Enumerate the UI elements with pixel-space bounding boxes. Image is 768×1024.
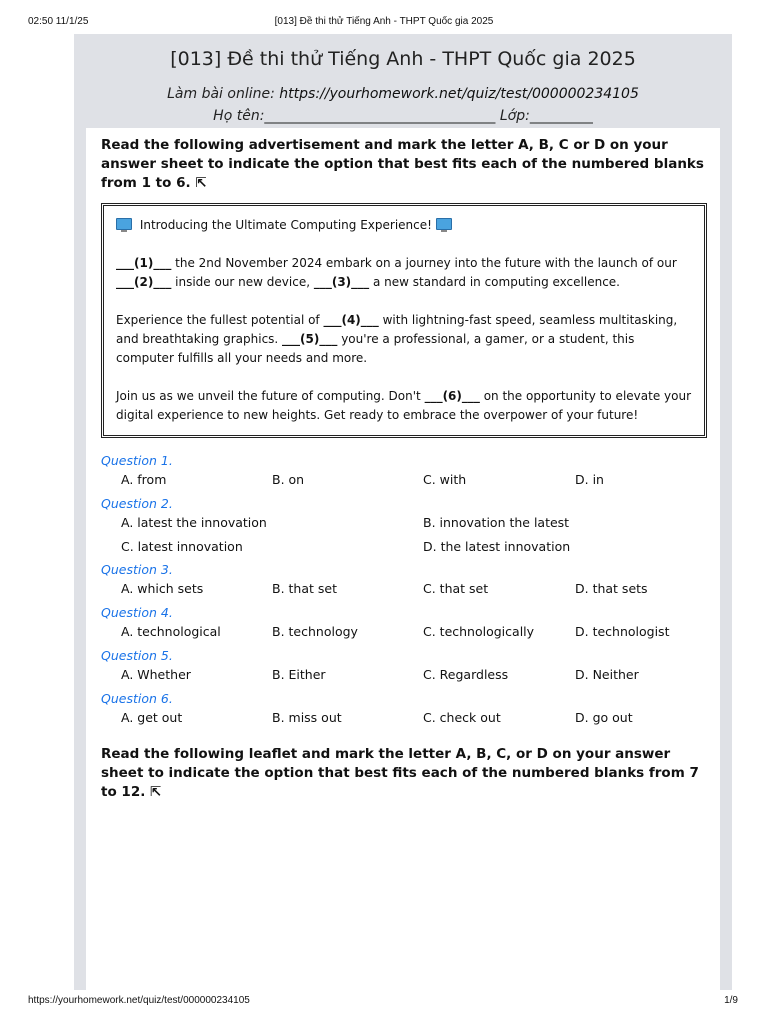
option-b[interactable]: B. Either	[272, 667, 326, 682]
question-6	[101, 689, 711, 732]
option-b[interactable]: B. miss out	[272, 710, 342, 725]
text: the 2nd November 2024 embark on a journey into the future with the launch of our	[171, 256, 677, 270]
text: inside our new device,	[171, 275, 314, 289]
section1-instruction: Read the following advertisement and mark the letter A, B, C or D on your answer sheet to indicate the option that best fits each of the numbered blanks from 1 to 6. ⇱	[101, 137, 704, 191]
option-c[interactable]: C. latest innovation	[121, 539, 243, 554]
blank-3: ___(3)___	[313, 275, 370, 289]
blank-6: ___(6)___	[424, 389, 480, 403]
option-c[interactable]: C. that set	[423, 581, 489, 596]
question-1	[101, 451, 711, 494]
name-class-line: Họ tên:_________________________________ Lớp:_________	[213, 108, 593, 124]
option-b[interactable]: B. innovation the latest	[423, 515, 570, 530]
option-b[interactable]: B. technology	[272, 624, 358, 639]
option-c[interactable]: C. technologically	[423, 624, 535, 639]
option-d[interactable]: D. go out	[575, 710, 633, 725]
option-d[interactable]: D. technologist	[575, 624, 670, 639]
computer-icon	[116, 218, 132, 230]
print-page-title: [013] Đề thi thử Tiếng Anh - THPT Quốc gia 2025	[274, 16, 494, 27]
advertisement-box	[101, 203, 707, 438]
page-title: [013] Đề thi thử Tiếng Anh - THPT Quốc gia 2025	[170, 48, 636, 70]
text: a new standard in computing excellence.	[369, 275, 620, 289]
option-a[interactable]: A. Whether	[121, 667, 191, 682]
option-c[interactable]: C. check out	[423, 710, 501, 725]
passage-paragraph-1	[116, 254, 692, 292]
option-d[interactable]: D. in	[575, 472, 604, 487]
option-a[interactable]: A. which sets	[121, 581, 204, 596]
print-page-number: 1/9	[724, 995, 738, 1006]
option-d[interactable]: D. that sets	[575, 581, 648, 596]
option-a[interactable]: A. get out	[121, 710, 183, 725]
section2-instruction: Read the following leaflet and mark the letter A, B, C, or D on your answer sheet to indicate the option that best fits each of the numbered blanks from 7 to 12. ⇱	[101, 746, 699, 800]
text: on the opportunity to elevate your digital experience to new heights. Get ready to embrace the overpower of your future!	[116, 389, 691, 422]
question-3	[101, 560, 711, 603]
blank-4: ___(4)___	[323, 313, 379, 327]
option-b[interactable]: B. that set	[272, 581, 337, 596]
question-label: Question 5.	[101, 648, 173, 663]
blank-1: ___(1)___	[116, 256, 172, 270]
text: you're a professional, a gamer, or a student, this computer fulfills all your needs and more.	[116, 332, 635, 365]
question-4	[101, 603, 711, 646]
online-link-line	[74, 86, 732, 102]
option-c[interactable]: C. Regardless	[423, 667, 509, 682]
question-label: Question 2.	[101, 496, 173, 511]
blank-2: ___(2)___	[116, 275, 172, 289]
print-url: https://yourhomework.net/quiz/test/000000234105	[28, 995, 250, 1006]
online-label: Làm bài online:	[167, 86, 280, 102]
blank-5: ___(5)___	[282, 332, 338, 346]
print-datetime: 02:50 11/1/25	[28, 16, 89, 27]
option-a[interactable]: A. latest the innovation	[121, 515, 267, 530]
option-d[interactable]: D. Neither	[575, 667, 639, 682]
question-5	[101, 646, 711, 689]
option-a[interactable]: A. from	[121, 472, 167, 487]
question-label: Question 1.	[101, 453, 173, 468]
question-label: Question 3.	[101, 562, 173, 577]
option-a[interactable]: A. technological	[121, 624, 221, 639]
passage-heading	[116, 216, 692, 235]
text: Experience the fullest potential of	[116, 313, 324, 327]
option-b[interactable]: B. on	[272, 472, 305, 487]
question-2	[101, 494, 711, 561]
passage-paragraph-3	[116, 387, 692, 425]
document-frame	[74, 34, 732, 990]
text: with lightning-fast speed, seamless multitasking, and breathtaking graphics.	[116, 313, 678, 346]
text: Join us as we unveil the future of computing. Don't	[116, 389, 425, 403]
question-label: Question 4.	[101, 605, 173, 620]
online-url-link[interactable]: https://yourhomework.net/quiz/test/000000234105	[279, 86, 639, 102]
option-d[interactable]: D. the latest innovation	[423, 539, 571, 554]
heading-text: Introducing the Ultimate Computing Experience!	[139, 218, 432, 232]
content-paper	[86, 128, 720, 998]
option-c[interactable]: C. with	[423, 472, 467, 487]
question-label: Question 6.	[101, 691, 173, 706]
computer-icon	[436, 218, 452, 230]
passage-paragraph-2	[116, 311, 692, 368]
